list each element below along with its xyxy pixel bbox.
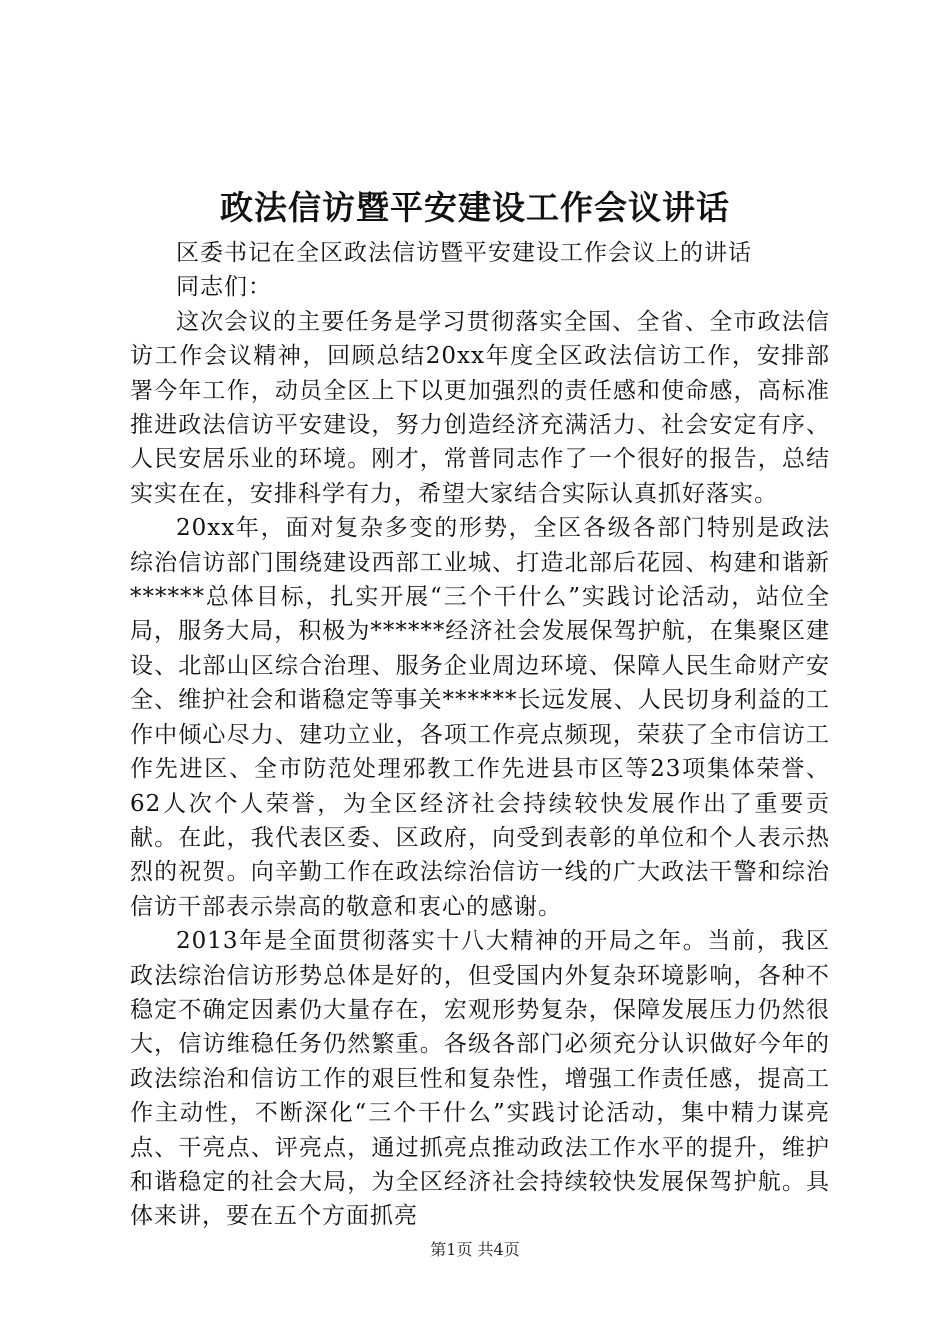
document-title: 政法信访暨平安建设工作会议讲话	[220, 188, 730, 227]
paragraph: 这次会议的主要任务是学习贯彻落实全国、全省、全市政法信访工作会议精神，回顾总结20xx年度全区政法信访工作，安排部署今年工作，动员全区上下以更加强烈的责任感和使命感，高标准推进政法信访平安建设，努力创造经济充满活力、社会安定有序、人民安居乐业的环境。刚才，常普同志作了一个很好的报告，总结实实在在，安排科学有力，希望大家结合实际认真抓好落实。	[130, 308, 830, 507]
document-subtitle: 区委书记在全区政法信访暨平安建设工作会议上的讲话	[176, 240, 752, 266]
document-body	[130, 236, 830, 1234]
paragraph: 2013年是全面贯彻落实十八大精神的开局之年。当前，我区政法综治信访形势总体是好的，但受国内外复杂环境影响，各种不稳定不确定因素仍大量存在，宏观形势复杂，保障发展压力仍然很大，信访维稳任务仍然繁重。各级各部门必须充分认识做好今年的政法综治和信访工作的艰巨性和复杂性，增强工作责任感，提高工作主动性，不断深化“三个干什么”实践讨论活动，集中精力谋亮点、干亮点、评亮点，通过抓亮点推动政法工作水平的提升，维护和谐稳定的社会大局，为全区经济社会持续较快发展保驾护航。具体来讲，要在五个方面抓亮	[130, 928, 830, 1230]
page-number-footer: 第1页 共4页	[430, 1240, 520, 1259]
salutation: 同志们：	[176, 274, 272, 301]
paragraph: 20xx年，面对复杂多变的形势，全区各级各部门特别是政法综治信访部门围绕建设西部工业城、打造北部后花园、构建和谐新******总体目标，扎实开展“三个干什么”实践讨论活动，站位全局，服务大局，积极为******经济社会发展保驾护航，在集聚区建设、北部山区综合治理、服务企业周边环境、保障人民生命财产安全、维护社会和谐稳定等事关******长远发展、人民切身利益的工作中倾心尽力、建功立业，各项工作亮点频现，荣获了全市信访工作先进区、全市防范处理邪教工作先进县市区等23项集体荣誉、62人次个人荣誉，为全区经济社会持续较快发展作出了重要贡献。在此，我代表区委、区政府，向受到表彰的单位和个人表示热烈的祝贺。向辛勤工作在政法综治信访一线的广大政法干警和综治信访干部表示崇高的敬意和衷心的感谢。	[130, 515, 830, 920]
